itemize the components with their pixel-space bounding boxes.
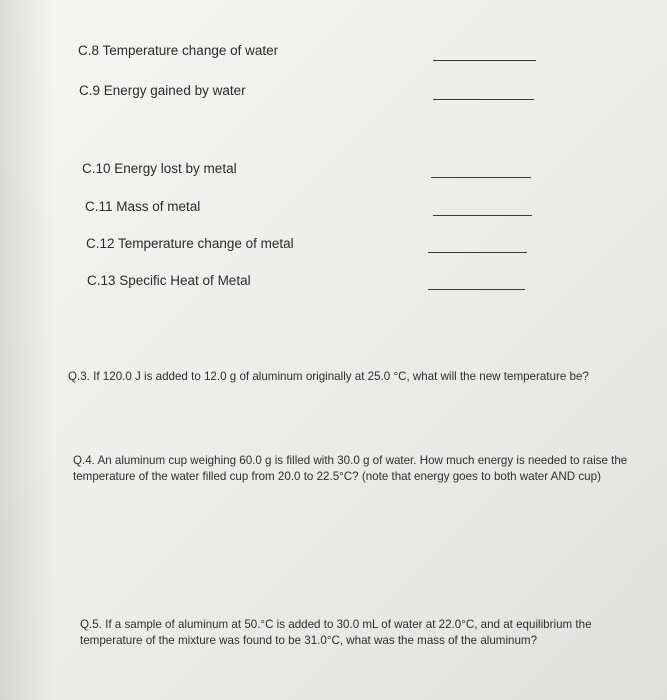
item-c13-label: C.13 Specific Heat of Metal — [87, 273, 251, 288]
item-c8-answer-line[interactable] — [433, 60, 536, 61]
item-c11-answer-line[interactable] — [433, 215, 532, 216]
item-c9-answer-line[interactable] — [433, 99, 534, 100]
question-q5: Q.5. If a sample of aluminum at 50.°C is added to 30.0 mL of water at 22.0°C, and at equilibrium the temperature of the mixture was found to be 31.0°C, what was the mass of the aluminum? — [80, 618, 592, 647]
item-c12-answer-line[interactable] — [428, 252, 527, 253]
page-shadow — [0, 0, 55, 700]
item-c12-label: C.12 Temperature change of metal — [86, 236, 294, 251]
item-c9-label: C.9 Energy gained by water — [79, 83, 246, 98]
item-c13-answer-line[interactable] — [428, 289, 525, 290]
item-c8-label: C.8 Temperature change of water — [78, 43, 279, 58]
item-c10-label: C.10 Energy lost by metal — [82, 161, 237, 176]
item-c10-answer-line[interactable] — [431, 177, 531, 178]
item-c11-label: C.11 Mass of metal — [85, 199, 201, 214]
question-q3: Q.3. If 120.0 J is added to 12.0 g of aluminum originally at 25.0 °C, what will the new temperature be? — [68, 370, 589, 383]
question-q4: Q.4. An aluminum cup weighing 60.0 g is filled with 30.0 g of water. How much energy is needed to raise the temperature of the water filled cup from 20.0 to 22.5°C? (note that energy goes to both water AND cup) — [73, 454, 628, 483]
